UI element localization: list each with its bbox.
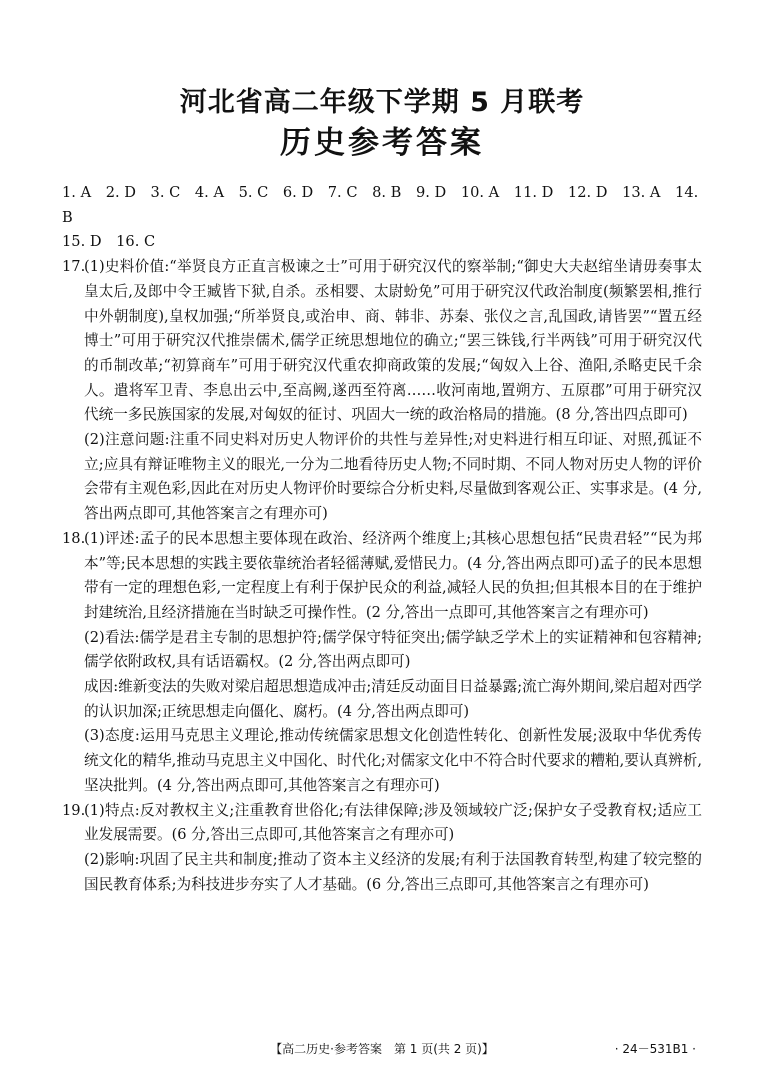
exam-title: 河北省高二年级下学期 5 月联考 (179, 87, 585, 118)
question-18 (62, 527, 702, 799)
q19-part-2: (2)影响:巩固了民主共和制度;推动了资本主义经济的发展;有利于法国教育转型,构建了较完整的国民教育体系;为科技进步夯实了人才基础。(6 分,答出三点即可,其他答案言之有理亦可) (84, 850, 702, 893)
q18-part-3: (3)态度:运用马克思主义理论,推动传统儒家思想文化创造性转化、创新性发展;汲取中华优秀传统文化的精华,推动马克思主义中国化、时代化;对儒家文化中不符合时代要求的糟粕,要认真辨析,坚决批判。(4 分,答出两点即可,其他答案言之有理亦可) (84, 727, 702, 794)
choice-answers-line-2: 15. D 16. C (62, 233, 156, 251)
q19-part-1: (1)特点:反对教权主义;注重教育世俗化;有法律保障;涉及领域较广泛;保护女子受教育权;适应工业发展需要。(6 分,答出三点即可,其他答案言之有理亦可) (84, 801, 702, 844)
q18-part-2-cause: 成因:维新变法的失败对梁启超思想造成冲击;清廷反动面目日益暴露;流亡海外期间,梁启超对西学的认识加深;正统思想走向僵化、腐朽。(4 分,答出两点即可) (84, 678, 702, 720)
page-label: 【高二历史·参考答案 第 1 页(共 2 页)】 (270, 1042, 494, 1056)
q17-part-1: (1)史料价值:“举贤良方正直言极谏之士”可用于研究汉代的察举制;“御史大夫赵绾坐请毋奏事太皇太后,及郎中令王臧皆下狱,自杀。丞相婴、太尉蚡免”可用于研究汉代政治制度(频繁罢相,推行中外朝制度),皇权加强;“所举贤良,或治申、商、韩非、苏秦、张仪之言,乱国政,请皆罢”“置五经博士”可用于研究汉代推崇儒术,儒学正统思想地位的确立;“罢三铢钱,行半两钱”可用于研究汉代的币制改革;“初算商车”可用于研究汉代重农抑商政策的发展;“匈奴入上谷、渔阳,杀略吏民千余人。遣将军卫青、李息出云中,至高阙,遂西至符离……收河南地,置朔方、五原郡”可用于研究汉代统一多民族国家的发展,对匈奴的征讨、巩固大一统的政治格局的措施。(8 分,答出四点即可) (84, 258, 702, 424)
question-17 (62, 255, 702, 527)
answer-key-title: 历史参考答案 (280, 125, 484, 161)
choice-answers-line-1: 1. A 2. D 3. C 4. A 5. C 6. D 7. C 8. B 9. D 10. A 11. D 12. D 13. A 14. B (62, 184, 699, 226)
question-number: 18. (62, 529, 86, 547)
question-19 (62, 799, 702, 898)
q18-part-2: (2)看法:儒学是君主专制的思想护符;儒学保守特征突出;儒学缺乏学术上的实证精神和包容精神;儒学依附政权,具有话语霸权。(2 分,答出两点即可) (84, 628, 702, 671)
answer-content (62, 181, 702, 897)
question-number: 17. (62, 258, 86, 276)
q18-part-1: (1)评述:孟子的民本思想主要体现在政治、经济两个维度上;其核心思想包括“民贵君轻”“民为邦本”等;民本思想的实践主要依靠统治者轻徭薄赋,爱惜民力。(4 分,答出两点即可)孟子的民本思想带有一定的理想色彩,一定程度上有利于保护民众的利益,减轻人民的负担;但其根本目的在于维护封建统治,且经济措施在当时缺乏可操作性。(2 分,答出一点即可,其他答案言之有理亦可) (84, 529, 702, 621)
question-number: 19. (62, 801, 86, 819)
paper-code: · 24－531B1 · (614, 1042, 696, 1056)
q17-part-2: (2)注意问题:注重不同史料对历史人物评价的共性与差异性;对史料进行相互印证、对照,孤证不立;应具有辩证唯物主义的眼光,一分为二地看待历史人物;不同时期、不同人物对历史人物的评价会带有主观色彩,因此在对历史人物评价时要综合分析史料,尽量做到客观公正、实事求是。(4 分,答出两点即可,其他答案言之有理亦可) (84, 431, 702, 523)
